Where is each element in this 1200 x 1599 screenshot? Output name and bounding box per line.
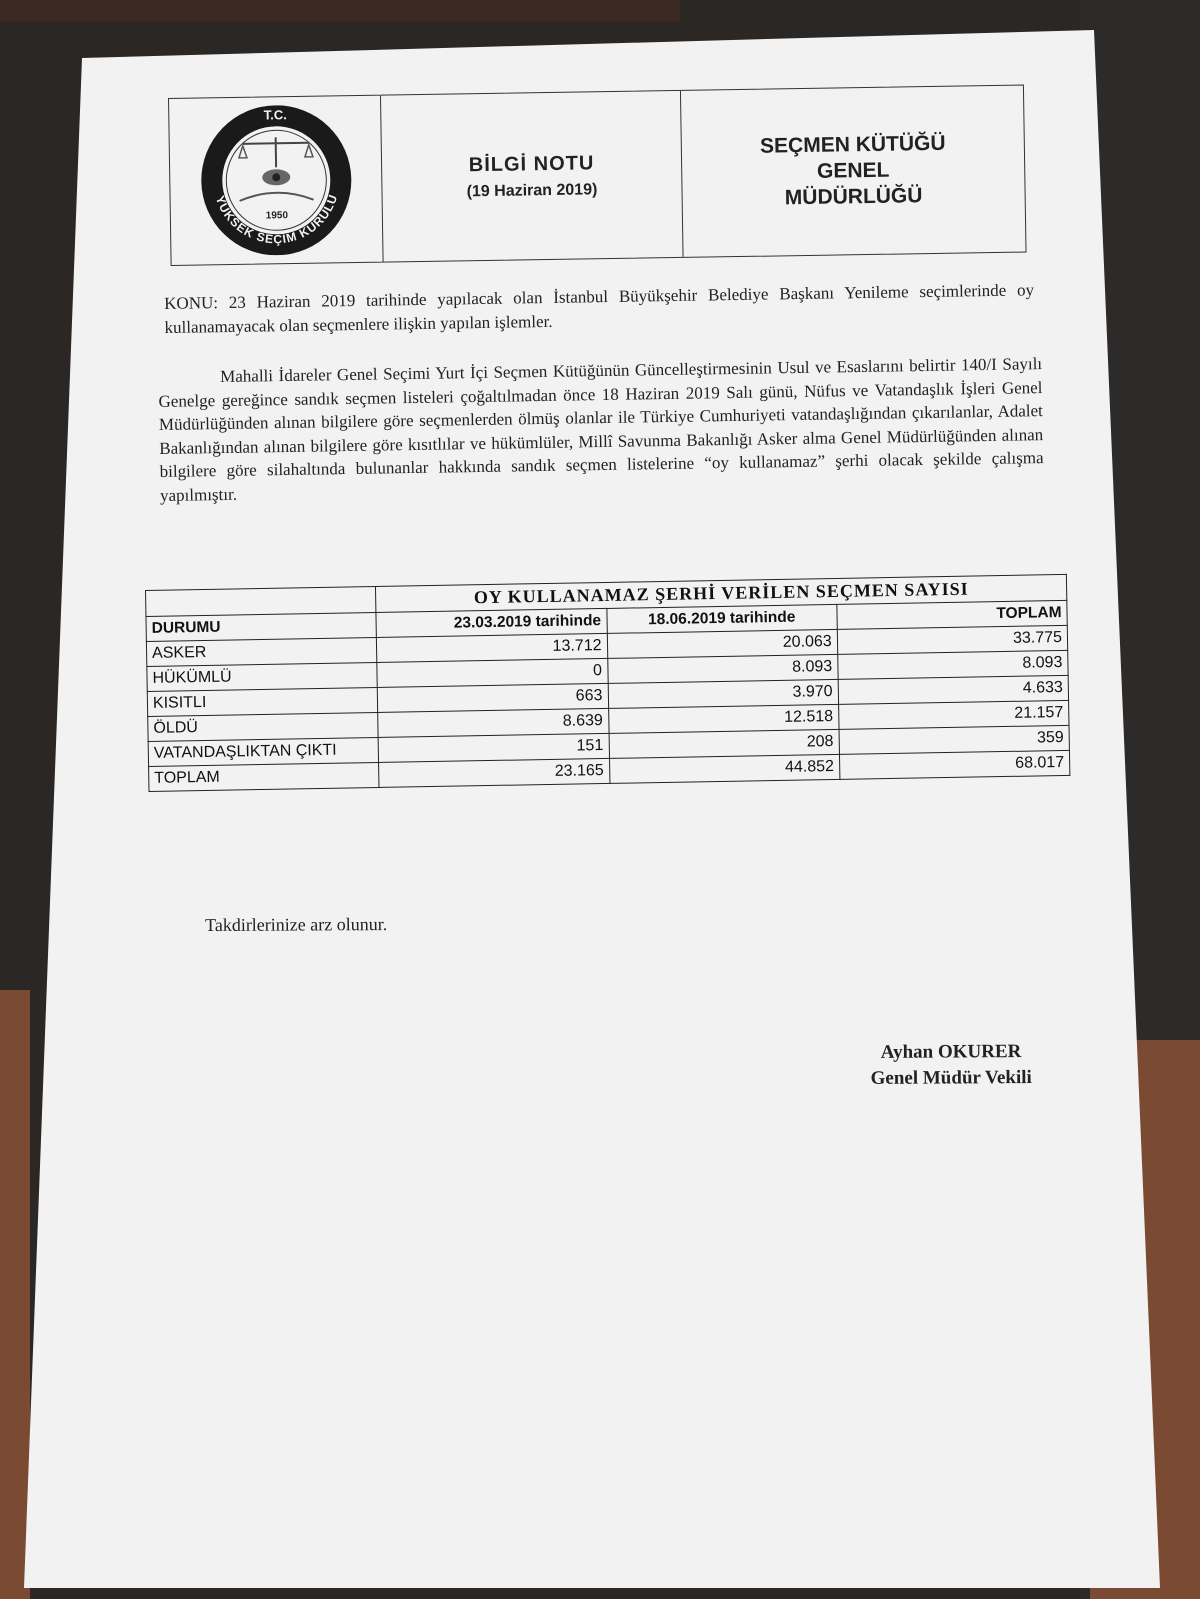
document-date: (19 Haziran 2019) — [466, 180, 598, 200]
seal-year: 1950 — [265, 210, 288, 222]
table-cell: 8.639 — [378, 708, 609, 737]
table-cell: 0 — [377, 658, 608, 687]
table-cell: 13.712 — [377, 633, 608, 662]
table-cell: 23.165 — [379, 758, 610, 787]
table-cell: 8.093 — [607, 654, 838, 683]
desk-background — [0, 0, 680, 22]
letterhead-box — [168, 85, 1027, 266]
column-header: DURUMU — [146, 612, 377, 641]
department-cell — [681, 86, 1026, 257]
department-line: MÜDÜRLÜĞÜ — [784, 184, 923, 210]
department-line: SEÇMEN KÜTÜĞÜ — [759, 131, 946, 158]
row-label: ASKER — [146, 637, 377, 666]
table-cell: 4.633 — [838, 675, 1069, 704]
document-title: BİLGİ NOTU — [468, 151, 595, 176]
table-cell: 68.017 — [839, 750, 1070, 779]
row-label: HÜKÜMLÜ — [147, 662, 378, 691]
seal-cell — [169, 96, 384, 265]
seal-arc-text: YÜKSEK SEÇİM KURULU — [212, 192, 340, 247]
signatory-title: Genel Müdür Vekili — [870, 1067, 1032, 1089]
ysk-seal-icon — [190, 104, 362, 257]
subject-paragraph: KONU: 23 Haziran 2019 tarihinde yapılacak olan İstanbul Büyükşehir Belediye Başkanı Yenileme seçimlerinde oy kullanamayacak olan seçmenlere ilişkin yapılan işlemler. — [164, 280, 1035, 337]
row-label: VATANDAŞLIKTAN ÇIKTI — [148, 737, 379, 766]
table-cell: 663 — [377, 683, 608, 712]
table-cell: 33.775 — [837, 625, 1068, 654]
row-label: ÖLDÜ — [148, 712, 379, 741]
seal-top-text: T.C. — [263, 107, 287, 123]
body-paragraph: Mahalli İdareler Genel Seçimi Yurt İçi Seçmen Kütüğünün Güncelleştirmesinin Usul ve Esaslarını belirtir 140/I Sayılı Genelge gereğince sandık seçmen listeleri çoğaltılmadan önce 18 Haziran 2019 Salı günü, Nüfus ve Vatandaşlık İşleri Genel Müdürlüğünden alınan bilgilere göre seçmenlerden ölmüş olanlar ile Türkiye Cumhuriyeti vatandaşlığından çıkarılanlar, Adalet Bakanlığından alınan bilgilere göre kısıtlılar ve hükümlüler, Millî Savunma Bakanlığı Asker alma Genel Müdürlüğünden alınan bilgilere göre silahaltında bulunanlar hakkında sandık seçmen listelerine “oy kullanamaz” şerhi olacak şekilde çalışma yapılmıştır. — [158, 354, 1044, 505]
voter-count-table — [145, 574, 1070, 792]
table-cell: 8.093 — [837, 650, 1068, 679]
table-cell: 21.157 — [838, 700, 1069, 729]
info-note-cell — [381, 91, 684, 262]
closing-line: Takdirlerinize arz olunur. — [205, 914, 388, 935]
table-cell: 12.518 — [608, 704, 839, 733]
table-cell: 359 — [839, 725, 1070, 754]
department-line: GENEL — [816, 158, 890, 183]
table-corner-cell — [146, 586, 377, 616]
desk-wood-left — [0, 990, 30, 1599]
table-cell: 3.970 — [608, 679, 839, 708]
column-header: TOPLAM — [837, 600, 1068, 629]
column-header: 23.03.2019 tarihinde — [376, 608, 607, 637]
table-title: OY KULLANAMAZ ŞERHİ VERİLEN SEÇMEN SAYISI — [376, 574, 1067, 612]
table-cell: 44.852 — [609, 754, 840, 783]
row-label: TOPLAM — [149, 762, 380, 791]
row-label: KISITLI — [147, 687, 378, 716]
table-cell: 208 — [609, 729, 840, 758]
signatory-name: Ayhan OKURER — [880, 1041, 1022, 1063]
signature-block — [846, 1039, 1056, 1092]
table-cell: 151 — [378, 733, 609, 762]
column-header: 18.06.2019 tarihinde — [606, 604, 837, 633]
table-cell: 20.063 — [607, 629, 838, 658]
